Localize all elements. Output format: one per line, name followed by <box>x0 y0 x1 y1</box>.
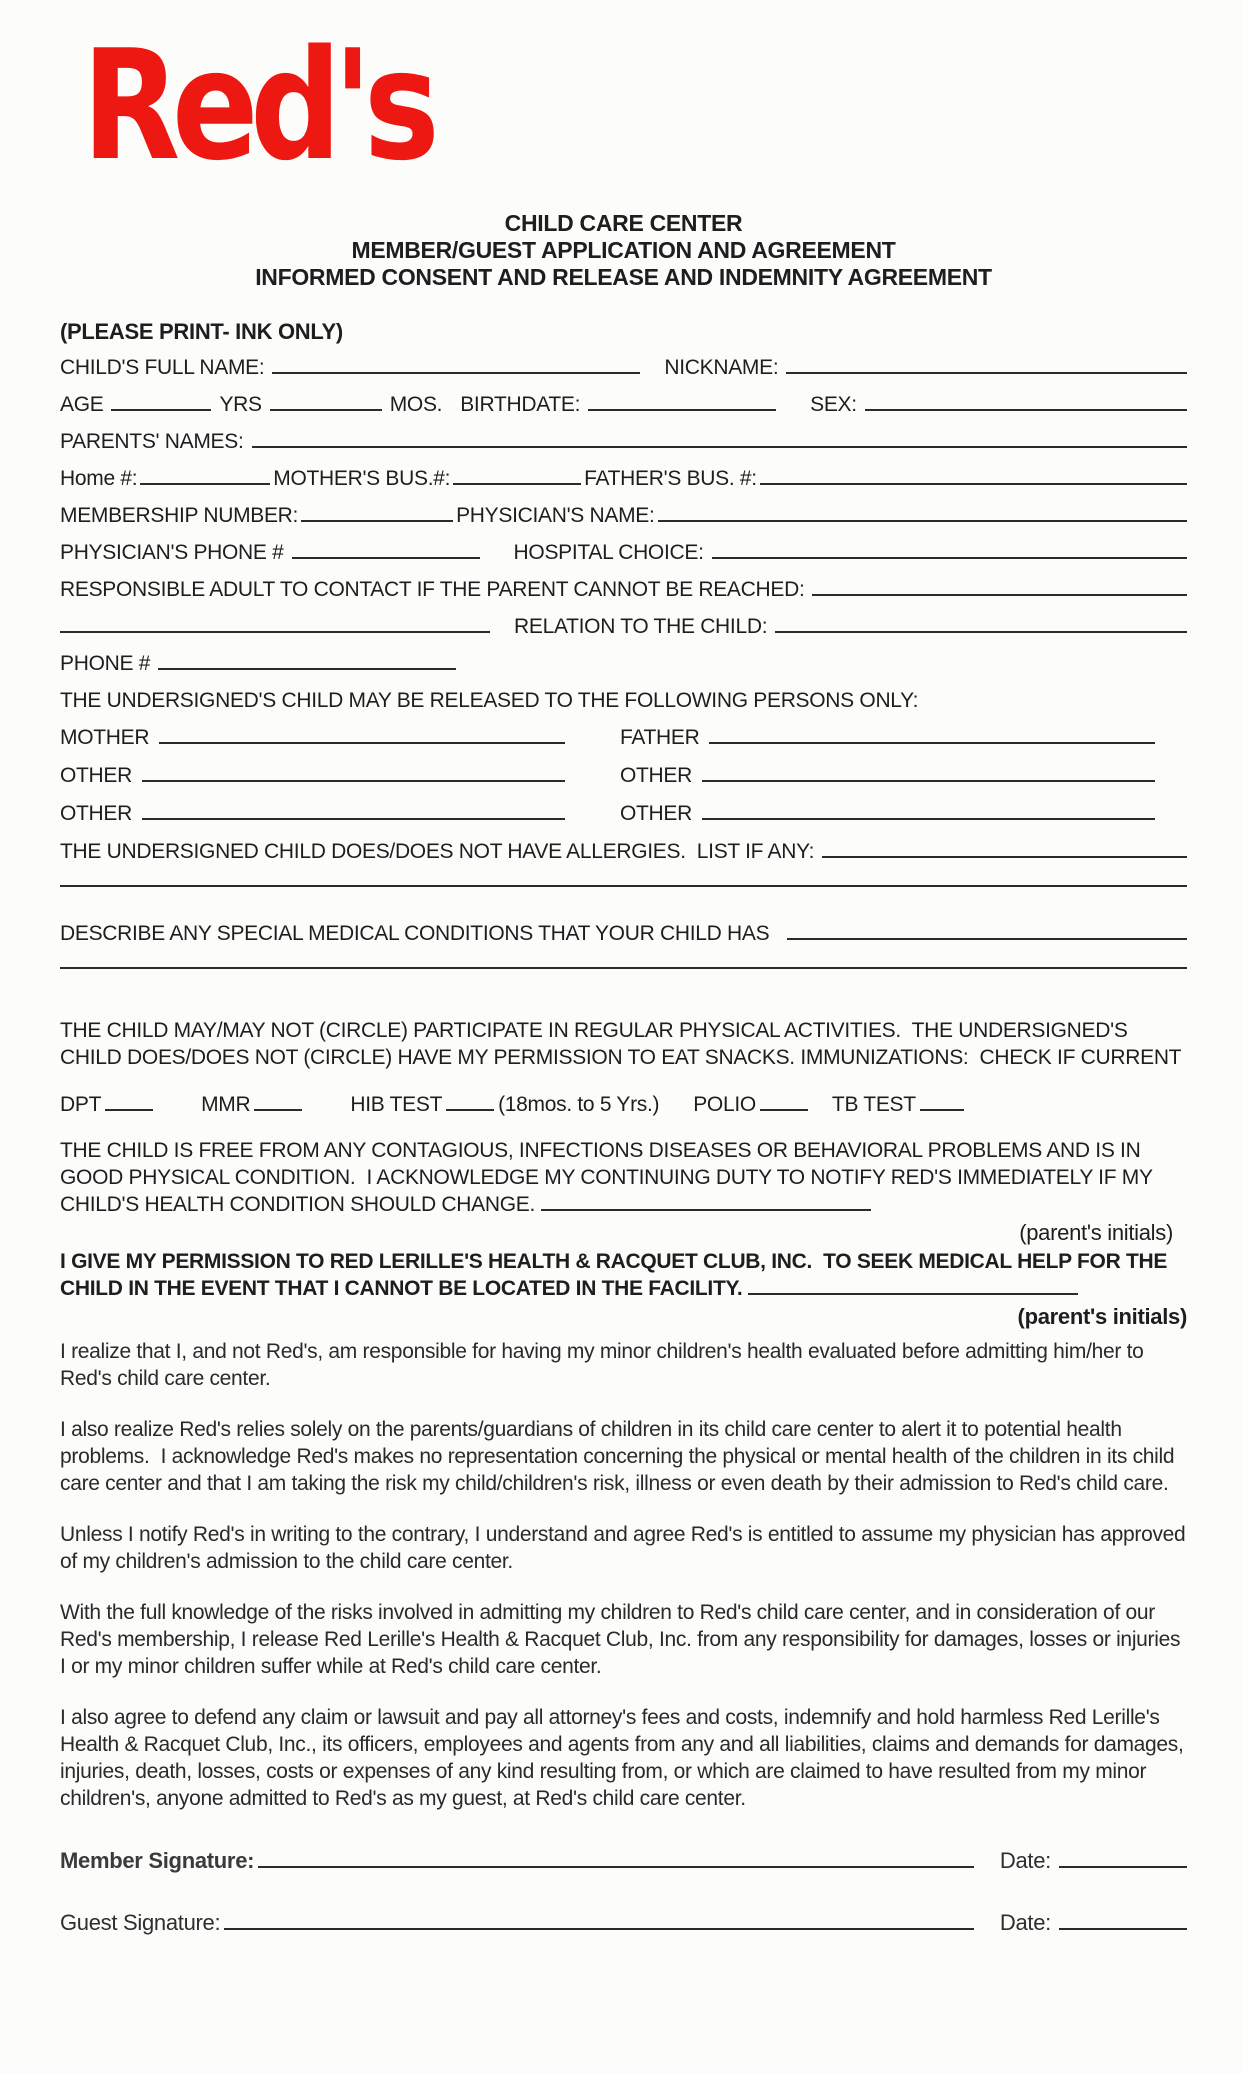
mmr-blank <box>254 1109 302 1111</box>
relation-to-child-blank <box>775 631 1187 633</box>
release-other-col-1 <box>60 764 565 791</box>
parents-names-blank <box>252 446 1188 448</box>
medical-conditions-row <box>60 922 1187 948</box>
relation-to-child-label: RELATION TO THE CHILD: <box>514 615 768 638</box>
other-blank-2 <box>702 780 1155 782</box>
permission-initials-blank <box>748 1279 1078 1295</box>
permission-paragraph <box>60 1248 1187 1302</box>
guest-signature-blank <box>224 1928 974 1930</box>
physicians-name-blank <box>658 520 1187 522</box>
print-ink-notice: (PLEASE PRINT- INK ONLY) <box>60 319 343 344</box>
hospital-choice-label: HOSPITAL CHOICE: <box>513 541 704 564</box>
other-blank-4 <box>702 818 1155 820</box>
child-full-name-blank <box>272 372 640 374</box>
mothers-bus-label: MOTHER'S BUS.#: <box>273 467 451 490</box>
hospital-choice-blank <box>712 557 1187 559</box>
header-line-3: INFORMED CONSENT AND RELEASE AND INDEMNITY AGREEMENT <box>255 264 992 290</box>
medical-conditions-continuation-row <box>60 967 1187 993</box>
header-line-2: MEMBER/GUEST APPLICATION AND AGREEMENT <box>351 237 896 263</box>
medical-conditions-label: DESCRIBE ANY SPECIAL MEDICAL CONDITIONS THAT YOUR CHILD HAS <box>60 922 770 945</box>
hib-note-label: (18mos. to 5 Yrs.) <box>498 1093 660 1116</box>
physicians-phone-label: PHYSICIAN'S PHONE # <box>60 541 284 564</box>
responsible-adult-cont-blank <box>60 631 490 633</box>
nickname-blank <box>786 372 1187 374</box>
sex-label: SEX: <box>810 393 857 416</box>
father-label: FATHER <box>620 726 700 749</box>
dpt-label: DPT <box>60 1093 102 1116</box>
birthdate-label: BIRTHDATE: <box>460 393 581 416</box>
release-heading-label: THE UNDERSIGNED'S CHILD MAY BE RELEASED TO THE FOLLOWING PERSONS ONLY: <box>60 689 919 712</box>
age-yrs-blank <box>111 409 211 411</box>
fathers-bus-blank <box>760 483 1187 485</box>
phone-blank <box>158 668 456 670</box>
child-name-row <box>60 356 1187 382</box>
mos-label: MOS. <box>389 393 443 416</box>
release-row-1 <box>60 726 1187 753</box>
reds-logo: Red's <box>82 17 432 194</box>
release-mother-col <box>60 726 565 753</box>
permission-paragraph-text: I GIVE MY PERMISSION TO RED LERILLE'S HEALTH & RACQUET CLUB, INC. TO SEEK MEDICAL HELP FOR THE CHILD IN THE EVENT THAT I CANNOT BE LOCATED IN THE FACILITY. <box>60 1250 1173 1300</box>
membership-row <box>60 504 1187 530</box>
member-date-blank <box>1059 1866 1187 1868</box>
other-label: OTHER <box>620 764 693 787</box>
medical-conditions-blank <box>787 938 1187 940</box>
health-initials-blank <box>541 1195 871 1211</box>
paragraph-2: I also realize Red's relies solely on the parents/guardians of children in its child care center to alert it to potential health problems. I acknowledge Red's makes no representation concerning the physical or mental health of the children in its child care center and that I am taking the risk my child/children's risk, illness or even death by their admission to Red's child care. <box>60 1418 1180 1495</box>
relation-row <box>60 615 1187 641</box>
age-mos-blank <box>270 409 382 411</box>
home-number-label: Home #: <box>60 467 138 490</box>
responsible-adult-blank <box>812 594 1187 596</box>
parents-names-label: PARENTS' NAMES: <box>60 430 244 453</box>
polio-blank <box>760 1109 808 1111</box>
tb-test-label: TB TEST <box>831 1093 916 1116</box>
form-header <box>60 210 1187 291</box>
release-other-col-3 <box>60 802 565 829</box>
other-blank-3 <box>142 818 565 820</box>
tb-test-blank <box>920 1109 964 1111</box>
release-father-col <box>620 726 1155 753</box>
age-row <box>60 393 1187 419</box>
other-label: OTHER <box>60 802 133 825</box>
polio-label: POLIO <box>693 1093 756 1116</box>
mother-blank <box>159 742 565 744</box>
member-signature-label: Member Signature: <box>60 1848 255 1873</box>
hib-test-blank <box>446 1109 494 1111</box>
phone-row <box>60 652 1187 678</box>
activities-paragraph: THE CHILD MAY/MAY NOT (CIRCLE) PARTICIPATE IN REGULAR PHYSICAL ACTIVITIES. THE UNDERSIGNED'S CHILD DOES/DOES NOT (CIRCLE) HAVE MY PERMISSION TO EAT SNACKS. IMMUNIZATIONS: CHECK IF CURRENT <box>60 1019 1182 1069</box>
home-number-blank <box>140 483 270 485</box>
guest-signature-row <box>60 1910 1187 1938</box>
phone-label: PHONE # <box>60 652 151 675</box>
allergies-label: THE UNDERSIGNED CHILD DOES/DOES NOT HAVE ALLERGIES. LIST IF ANY: <box>60 840 815 863</box>
physicians-phone-blank <box>292 557 480 559</box>
header-line-1: CHILD CARE CENTER <box>504 210 743 236</box>
date-label: Date: <box>999 1848 1051 1873</box>
yrs-label: YRS <box>219 393 262 416</box>
release-other-col-4 <box>620 802 1155 829</box>
paragraph-3: Unless I notify Red's in writing to the contrary, I understand and agree Red's is entitled to assume my physician has approved of my children's admission to the child care center. <box>60 1523 1191 1573</box>
mmr-label: MMR <box>201 1093 251 1116</box>
membership-number-label: MEMBERSHIP NUMBER: <box>60 504 299 527</box>
dpt-blank <box>105 1109 153 1111</box>
allergies-blank <box>822 856 1187 858</box>
physicians-name-label: PHYSICIAN'S NAME: <box>456 504 655 527</box>
health-paragraph-text: THE CHILD IS FREE FROM ANY CONTAGIOUS, INFECTIONS DISEASES OR BEHAVIORAL PROBLEMS AND IS IN GOOD PHYSICAL CONDITION. I ACKNOWLEDGE MY CONTINUING DUTY TO NOTIFY RED'S IMMEDIATELY IF MY CHILD'S HEALTH CONDITION SHOULD CHANGE. <box>60 1139 1158 1216</box>
member-signature-row <box>60 1848 1187 1876</box>
parents-names-row <box>60 430 1187 456</box>
guest-signature-label: Guest Signature: <box>60 1910 221 1935</box>
allergies-continuation-row <box>60 885 1187 911</box>
birthdate-blank <box>588 409 776 411</box>
guest-date-blank <box>1059 1928 1187 1930</box>
allergies-row <box>60 840 1187 866</box>
parents-initials-1: (parent's initials) <box>1019 1220 1173 1245</box>
release-other-col-2 <box>620 764 1155 791</box>
responsible-adult-row <box>60 578 1187 604</box>
other-label: OTHER <box>60 764 133 787</box>
paragraph-1: I realize that I, and not Red's, am responsible for having my minor children's health evaluated before admitting him/her to Red's child care center. <box>60 1340 1150 1390</box>
sex-blank <box>865 409 1187 411</box>
release-heading-row <box>60 689 1187 715</box>
age-label: AGE <box>60 393 104 416</box>
mother-label: MOTHER <box>60 726 150 749</box>
phones-row <box>60 467 1187 493</box>
paragraph-5: I also agree to defend any claim or lawsuit and pay all attorney's fees and costs, indemnify and hold harmless Red Lerille's Health & Racquet Club, Inc., its officers, employees and agents from any and all liabilities, claims and demands for damages, injuries, death, losses, costs or expenses of any kind resulting from, or which are claimed to have resulted from my minor children's, anyone admitted to Red's as my guest, at Red's child care center. <box>60 1706 1190 1810</box>
medical-conditions-cont-blank <box>60 967 1187 969</box>
responsible-adult-label: RESPONSIBLE ADULT TO CONTACT IF THE PARENT CANNOT BE REACHED: <box>60 578 805 601</box>
child-full-name-label: CHILD'S FULL NAME: <box>60 356 265 379</box>
health-paragraph <box>60 1137 1187 1218</box>
hib-test-label: HIB TEST <box>350 1093 443 1116</box>
member-signature-blank <box>258 1866 974 1868</box>
membership-number-blank <box>301 520 453 522</box>
allergies-cont-blank <box>60 885 1187 887</box>
date-label: Date: <box>999 1910 1051 1935</box>
parents-initials-2: (parent's initials) <box>1017 1304 1187 1329</box>
immunizations-row <box>60 1093 1187 1119</box>
father-blank <box>709 742 1155 744</box>
other-label: OTHER <box>620 802 693 825</box>
physician-phone-row <box>60 541 1187 567</box>
other-blank-1 <box>142 780 565 782</box>
form-page <box>0 17 1243 1938</box>
fathers-bus-label: FATHER'S BUS. #: <box>584 467 757 490</box>
paragraph-4: With the full knowledge of the risks involved in admitting my children to Red's child care center, and in consideration of our Red's membership, I release Red Lerille's Health & Racquet Club, Inc. from any responsibility for damages, losses or injuries I or my minor children suffer while at Red's child care center. <box>60 1601 1186 1678</box>
mothers-bus-blank <box>453 483 581 485</box>
nickname-label: NICKNAME: <box>664 356 779 379</box>
release-row-2 <box>60 764 1187 791</box>
release-row-3 <box>60 802 1187 829</box>
